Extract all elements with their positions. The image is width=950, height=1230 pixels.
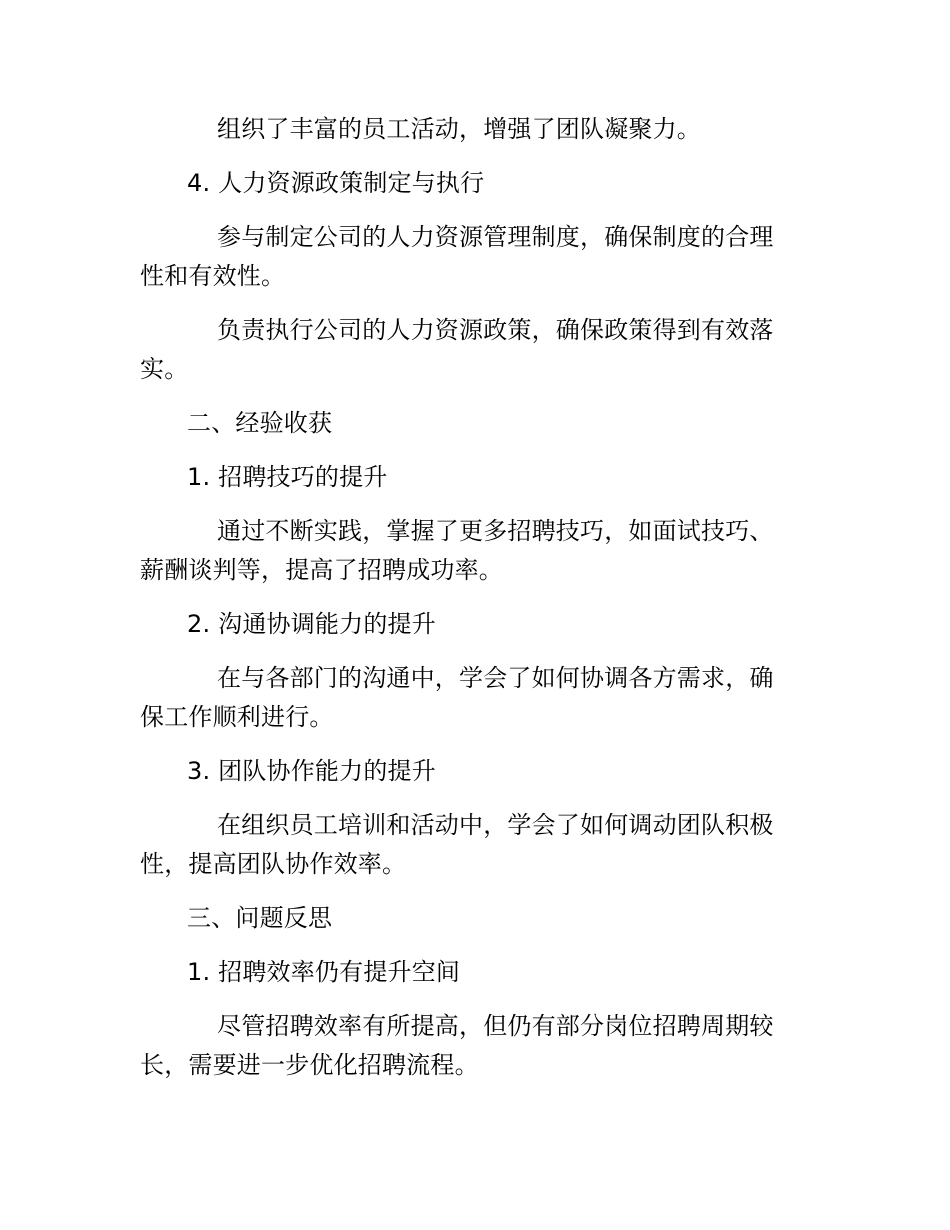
paragraph: 尽管招聘效率有所提高，但仍有部分岗位招聘周期较长，需要进一步优化招聘流程。 <box>140 1012 774 1079</box>
paragraph: 参与制定公司的人力资源管理制度，确保制度的合理性和有效性。 <box>140 223 774 290</box>
paragraph: 在与各部门的沟通中，学会了如何协调各方需求，确保工作顺利进行。 <box>140 664 774 731</box>
section-heading: 3. 团队协作能力的提升 <box>187 757 436 785</box>
paragraph: 在组织员工培训和活动中，学会了如何调动团队积极性，提高团队协作效率。 <box>140 811 774 878</box>
chapter-heading: 三、问题反思 <box>187 904 333 932</box>
section-heading: 1. 招聘技巧的提升 <box>187 463 388 491</box>
paragraph: 负责执行公司的人力资源政策，确保政策得到有效落实。 <box>140 316 774 383</box>
paragraph: 通过不断实践，掌握了更多招聘技巧，如面试技巧、薪酬谈判等，提高了招聘成功率。 <box>140 517 774 584</box>
chapter-heading: 二、经验收获 <box>187 409 333 437</box>
section-heading: 4. 人力资源政策制定与执行 <box>187 169 485 197</box>
section-heading: 1. 招聘效率仍有提升空间 <box>187 958 461 986</box>
section-heading: 2. 沟通协调能力的提升 <box>187 610 436 638</box>
document-body <box>140 110 790 1100</box>
paragraph: 组织了丰富的员工活动，增强了团队凝聚力。 <box>217 115 701 143</box>
